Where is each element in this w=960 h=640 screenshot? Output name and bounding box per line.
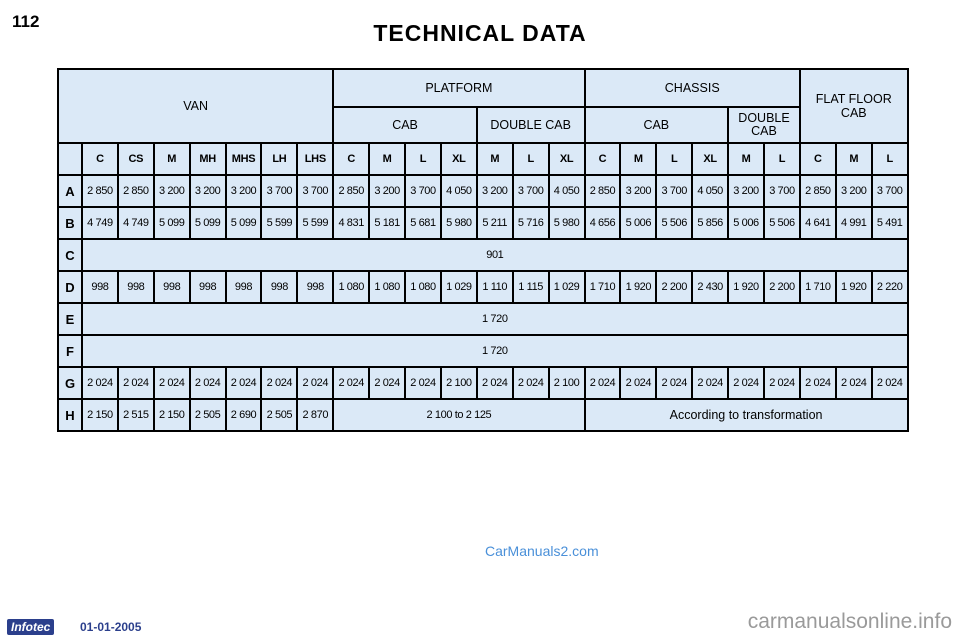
table-cell: 2 100 [441, 367, 477, 399]
table-cell: 4 641 [800, 207, 836, 239]
table-cell: 5 599 [297, 207, 333, 239]
table-cell: 1 080 [369, 271, 405, 303]
table-row-g [58, 367, 908, 399]
table-cell: 2 024 [190, 367, 226, 399]
table-cell: 5 181 [369, 207, 405, 239]
table-cell: 2 850 [82, 175, 118, 207]
table-cell: 3 200 [226, 175, 262, 207]
table-cell: 2 024 [118, 367, 154, 399]
column-header: L [513, 143, 549, 175]
table-cell: 2 690 [226, 399, 262, 431]
span-value: 901 [82, 239, 908, 271]
platform-span-value: 2 100 to 2 125 [333, 399, 584, 431]
watermark-carmanuals2: CarManuals2.com [485, 543, 599, 559]
table-cell: 2 515 [118, 399, 154, 431]
table-cell: 998 [261, 271, 297, 303]
page-number: 112 [12, 12, 40, 31]
table-cell: 2 200 [764, 271, 800, 303]
group-header-van: VAN [58, 69, 333, 143]
table-cell: 4 749 [118, 207, 154, 239]
subgroup-chassis-cab: CAB [585, 107, 729, 143]
table-cell: 998 [118, 271, 154, 303]
column-header: CS [118, 143, 154, 175]
table-cell: 5 099 [226, 207, 262, 239]
table-cell: 3 200 [836, 175, 872, 207]
span-value: 1 720 [82, 335, 908, 367]
table-cell: 2 024 [513, 367, 549, 399]
column-header: M [369, 143, 405, 175]
table-cell: 2 024 [800, 367, 836, 399]
column-header: M [728, 143, 764, 175]
technical-data-table [57, 68, 909, 432]
subgroup-chassis-double-cab: DOUBLE CAB [728, 107, 800, 143]
subgroup-platform-cab: CAB [333, 107, 477, 143]
table-cell: 2 505 [190, 399, 226, 431]
table-cell: 5 006 [728, 207, 764, 239]
column-header: L [764, 143, 800, 175]
table-cell: 3 200 [190, 175, 226, 207]
column-header: C [333, 143, 369, 175]
table-cell: 5 211 [477, 207, 513, 239]
chassis-span-value: According to transformation [585, 399, 908, 431]
table-cell: 1 080 [333, 271, 369, 303]
table-cell: 1 029 [441, 271, 477, 303]
table-cell: 1 080 [405, 271, 441, 303]
column-header: MHS [226, 143, 262, 175]
group-header-platform: PLATFORM [333, 69, 584, 107]
table-cell: 1 115 [513, 271, 549, 303]
row-label: A [58, 175, 82, 207]
row-label: E [58, 303, 82, 335]
table-cell: 2 024 [369, 367, 405, 399]
page-title: TECHNICAL DATA [373, 20, 587, 46]
table-cell: 2 024 [728, 367, 764, 399]
table-cell: 2 024 [620, 367, 656, 399]
table-cell: 5 681 [405, 207, 441, 239]
span-value: 1 720 [82, 303, 908, 335]
row-label: C [58, 239, 82, 271]
header-row-columns [58, 143, 908, 175]
table-cell: 2 850 [333, 175, 369, 207]
table-cell: 1 920 [620, 271, 656, 303]
table-cell: 2 024 [82, 367, 118, 399]
table-cell: 5 980 [549, 207, 585, 239]
table-cell: 3 700 [656, 175, 692, 207]
table-cell: 3 700 [297, 175, 333, 207]
column-header: XL [441, 143, 477, 175]
table-cell: 1 710 [800, 271, 836, 303]
row-label: D [58, 271, 82, 303]
row-label: G [58, 367, 82, 399]
table-row-c [58, 239, 908, 271]
table-cell: 2 505 [261, 399, 297, 431]
column-header: MH [190, 143, 226, 175]
table-cell: 3 700 [513, 175, 549, 207]
watermark-carmanualsonline: carmanualsonline.info [747, 610, 952, 633]
table-row-b [58, 207, 908, 239]
table-cell: 2 220 [872, 271, 908, 303]
table-row-e [58, 303, 908, 335]
table-cell: 4 050 [692, 175, 728, 207]
column-header: LHS [297, 143, 333, 175]
subgroup-platform-double-cab: DOUBLE CAB [477, 107, 585, 143]
row-label: B [58, 207, 82, 239]
group-header-chassis: CHASSIS [585, 69, 800, 107]
column-header: M [154, 143, 190, 175]
table-cell: 5 099 [190, 207, 226, 239]
table-cell: 3 200 [369, 175, 405, 207]
table-cell: 998 [82, 271, 118, 303]
table-row-d [58, 271, 908, 303]
table-cell: 2 850 [585, 175, 621, 207]
table-cell: 5 856 [692, 207, 728, 239]
table-cell: 5 716 [513, 207, 549, 239]
table-cell: 3 700 [764, 175, 800, 207]
column-header: L [656, 143, 692, 175]
infotec-logo: Infotec [7, 619, 54, 635]
column-header: L [405, 143, 441, 175]
column-header: C [82, 143, 118, 175]
table-cell: 3 700 [872, 175, 908, 207]
table-cell: 2 024 [585, 367, 621, 399]
group-header-flat-floor-cab: FLAT FLOOR CAB [800, 69, 908, 143]
table-cell: 2 024 [692, 367, 728, 399]
column-header: LH [261, 143, 297, 175]
table-cell: 2 024 [226, 367, 262, 399]
table-cell: 2 150 [82, 399, 118, 431]
footer-date: 01-01-2005 [80, 620, 142, 634]
table-cell: 2 024 [333, 367, 369, 399]
table-cell: 5 006 [620, 207, 656, 239]
table-cell: 1 029 [549, 271, 585, 303]
table-cell: 2 850 [118, 175, 154, 207]
table-cell: 4 991 [836, 207, 872, 239]
header-row-groups [58, 69, 908, 107]
table-cell: 2 100 [549, 367, 585, 399]
column-header: C [585, 143, 621, 175]
table-cell: 4 050 [441, 175, 477, 207]
table-cell: 5 506 [764, 207, 800, 239]
column-header: M [836, 143, 872, 175]
table-cell: 3 700 [261, 175, 297, 207]
table-cell: 1 920 [836, 271, 872, 303]
table-cell: 2 024 [297, 367, 333, 399]
table-cell: 2 024 [764, 367, 800, 399]
table-cell: 5 980 [441, 207, 477, 239]
table-cell: 5 506 [656, 207, 692, 239]
column-header: M [620, 143, 656, 175]
table-cell: 2 024 [261, 367, 297, 399]
table-cell: 1 110 [477, 271, 513, 303]
column-header: XL [692, 143, 728, 175]
table-cell: 3 200 [620, 175, 656, 207]
table-cell: 2 024 [872, 367, 908, 399]
table-cell: 3 200 [477, 175, 513, 207]
table-cell: 998 [154, 271, 190, 303]
table-row-f [58, 335, 908, 367]
table-cell: 998 [226, 271, 262, 303]
table-cell: 3 200 [728, 175, 764, 207]
table-cell: 4 656 [585, 207, 621, 239]
table-cell: 3 200 [154, 175, 190, 207]
table-cell: 2 024 [656, 367, 692, 399]
column-header: C [800, 143, 836, 175]
table-cell: 4 050 [549, 175, 585, 207]
column-header: M [477, 143, 513, 175]
table-cell: 5 491 [872, 207, 908, 239]
table-cell: 2 200 [656, 271, 692, 303]
table-cell: 2 850 [800, 175, 836, 207]
table-cell: 2 024 [154, 367, 190, 399]
table-cell: 2 024 [836, 367, 872, 399]
table-cell: 5 599 [261, 207, 297, 239]
table-row-h [58, 399, 908, 431]
row-label: H [58, 399, 82, 431]
table-cell: 2 024 [405, 367, 441, 399]
table-cell: 1 710 [585, 271, 621, 303]
table-row-a [58, 175, 908, 207]
table-cell: 2 430 [692, 271, 728, 303]
table-cell: 2 150 [154, 399, 190, 431]
table-cell: 998 [190, 271, 226, 303]
table-cell: 5 099 [154, 207, 190, 239]
row-label: F [58, 335, 82, 367]
table-cell: 2 870 [297, 399, 333, 431]
corner-cell [58, 143, 82, 175]
table-cell: 1 920 [728, 271, 764, 303]
column-header: XL [549, 143, 585, 175]
table-cell: 998 [297, 271, 333, 303]
table-cell: 4 749 [82, 207, 118, 239]
column-header: L [872, 143, 908, 175]
table-cell: 4 831 [333, 207, 369, 239]
table-cell: 3 700 [405, 175, 441, 207]
table-cell: 2 024 [477, 367, 513, 399]
